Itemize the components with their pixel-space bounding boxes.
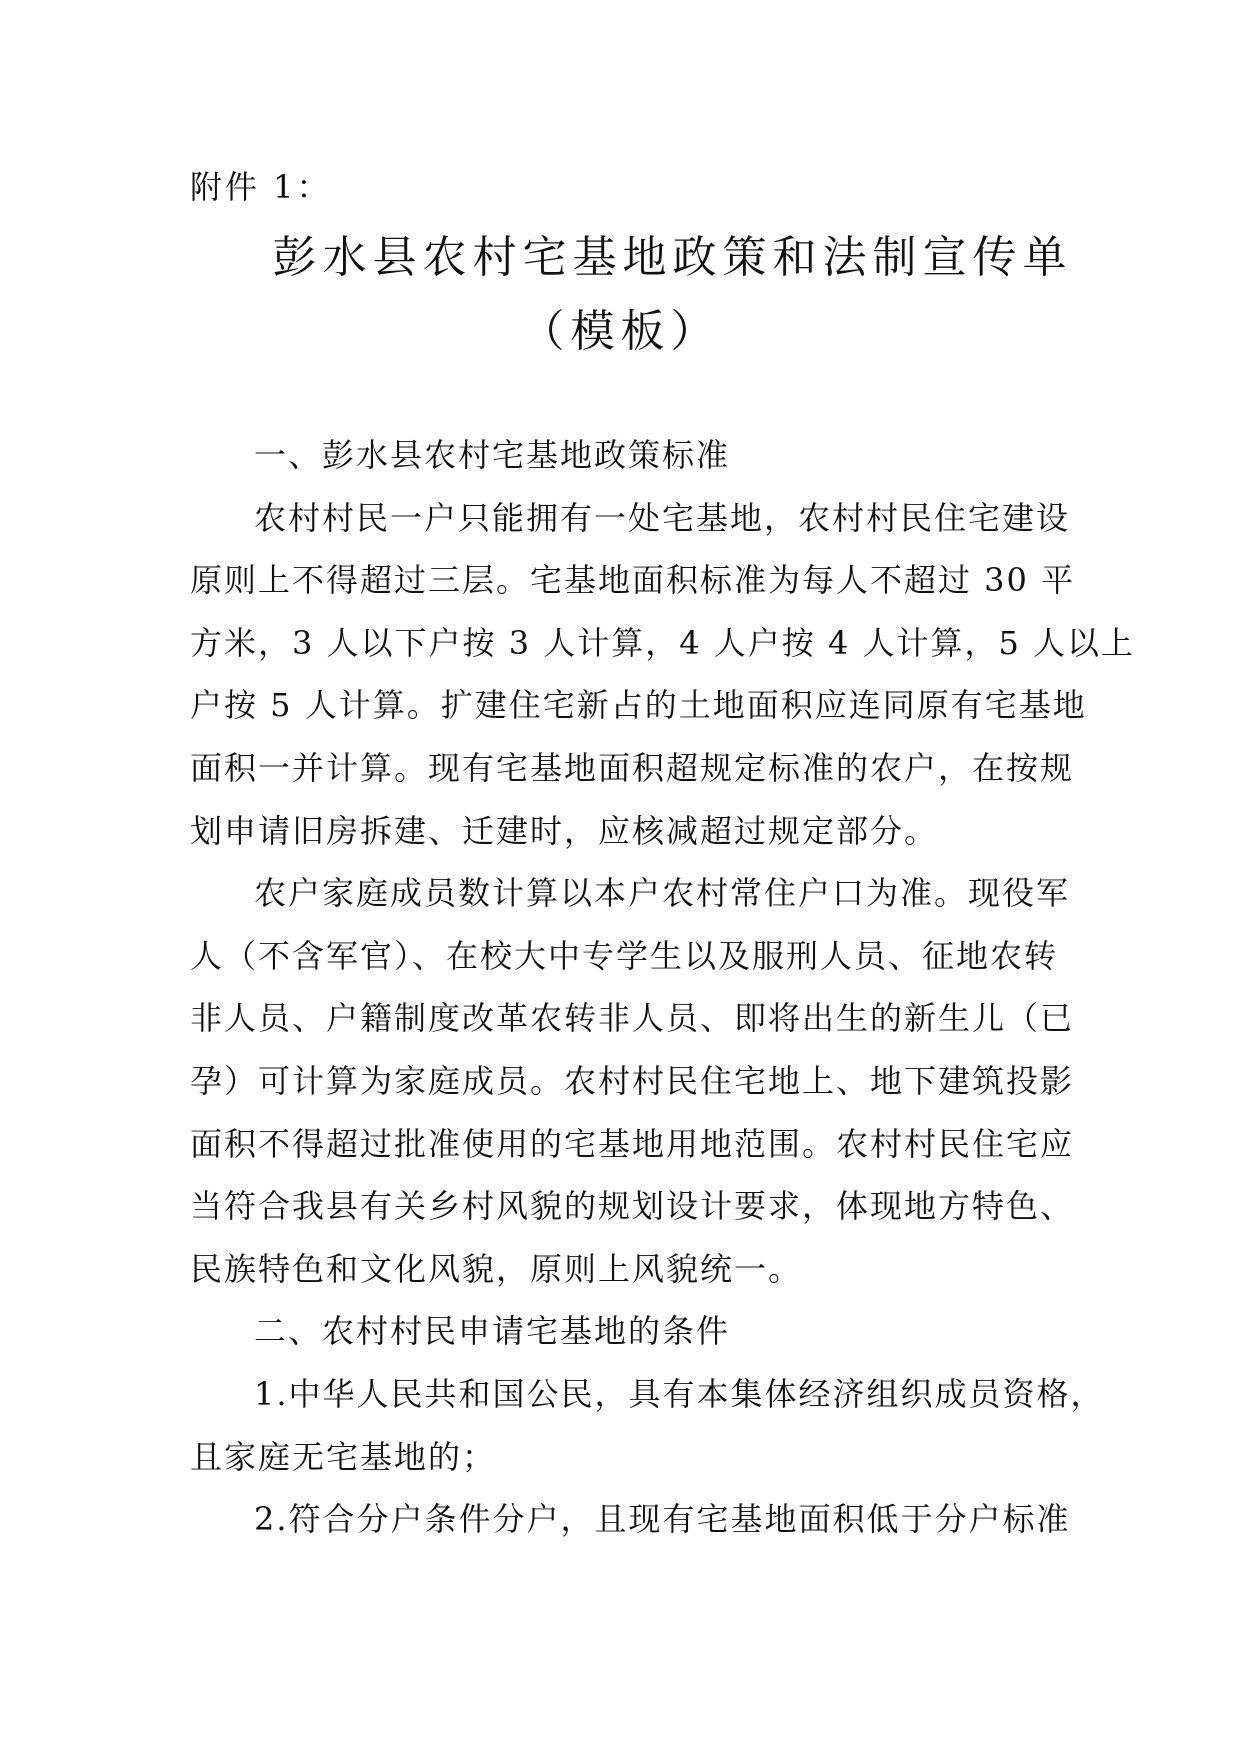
paragraph-line: 农户家庭成员数计算以本户农村常住户口为准。现役军	[254, 874, 1071, 913]
paragraph-line: 农村村民一户只能拥有一处宅基地，农村村民住宅建设	[254, 498, 1071, 537]
document-title: 彭水县农村宅基地政策和法制宣传单	[272, 232, 1073, 283]
paragraph-line: 划申请旧房拆建、迁建时，应核减超过规定部分。	[190, 811, 939, 850]
paragraph-line: 方米，3 人以下户按 3 人计算，4 人户按 4 人计算，5 人以上	[190, 623, 1136, 662]
paragraph-line: 当符合我县有关乡村风貌的规划设计要求，体现地方特色、	[190, 1187, 1075, 1226]
paragraph-line: 非人员、户籍制度改革农转非人员、即将出生的新生儿（已	[190, 999, 1075, 1038]
attachment-label: 附件 1：	[190, 168, 332, 206]
paragraph-line: 孕）可计算为家庭成员。农村村民住宅地上、地下建筑投影	[190, 1061, 1075, 1100]
section-heading-1: 一、彭水县农村宅基地政策标准	[254, 436, 731, 474]
section-heading-2: 二、农村村民申请宅基地的条件	[254, 1312, 731, 1351]
paragraph-line: 民族特色和文化风貌，原则上风貌统一。	[190, 1249, 803, 1288]
paragraph-line: 原则上不得超过三层。宅基地面积标准为每人不超过 30 平	[190, 561, 1076, 600]
document-body	[190, 424, 1136, 1551]
document-subtitle: （模板）	[520, 306, 721, 357]
paragraph-line: 户按 5 人计算。扩建住宅新占的土地面积应连同原有宅基地	[190, 686, 1087, 725]
list-item-line: 且家庭无宅基地的；	[190, 1437, 497, 1476]
list-item-line: 1.中华人民共和国公民，具有本集体经济组织成员资格，	[254, 1374, 1105, 1413]
paragraph-line: 面积一并计算。现有宅基地面积超规定标准的农户，在按规	[190, 748, 1075, 787]
paragraph-line: 面积不得超过批准使用的宅基地用地范围。农村村民住宅应	[190, 1124, 1075, 1163]
list-item-line: 2.符合分户条件分户，且现有宅基地面积低于分户标准	[254, 1500, 1071, 1539]
paragraph-line: 人（不含军官）、在校大中专学生以及服刑人员、征地农转	[190, 936, 1059, 975]
